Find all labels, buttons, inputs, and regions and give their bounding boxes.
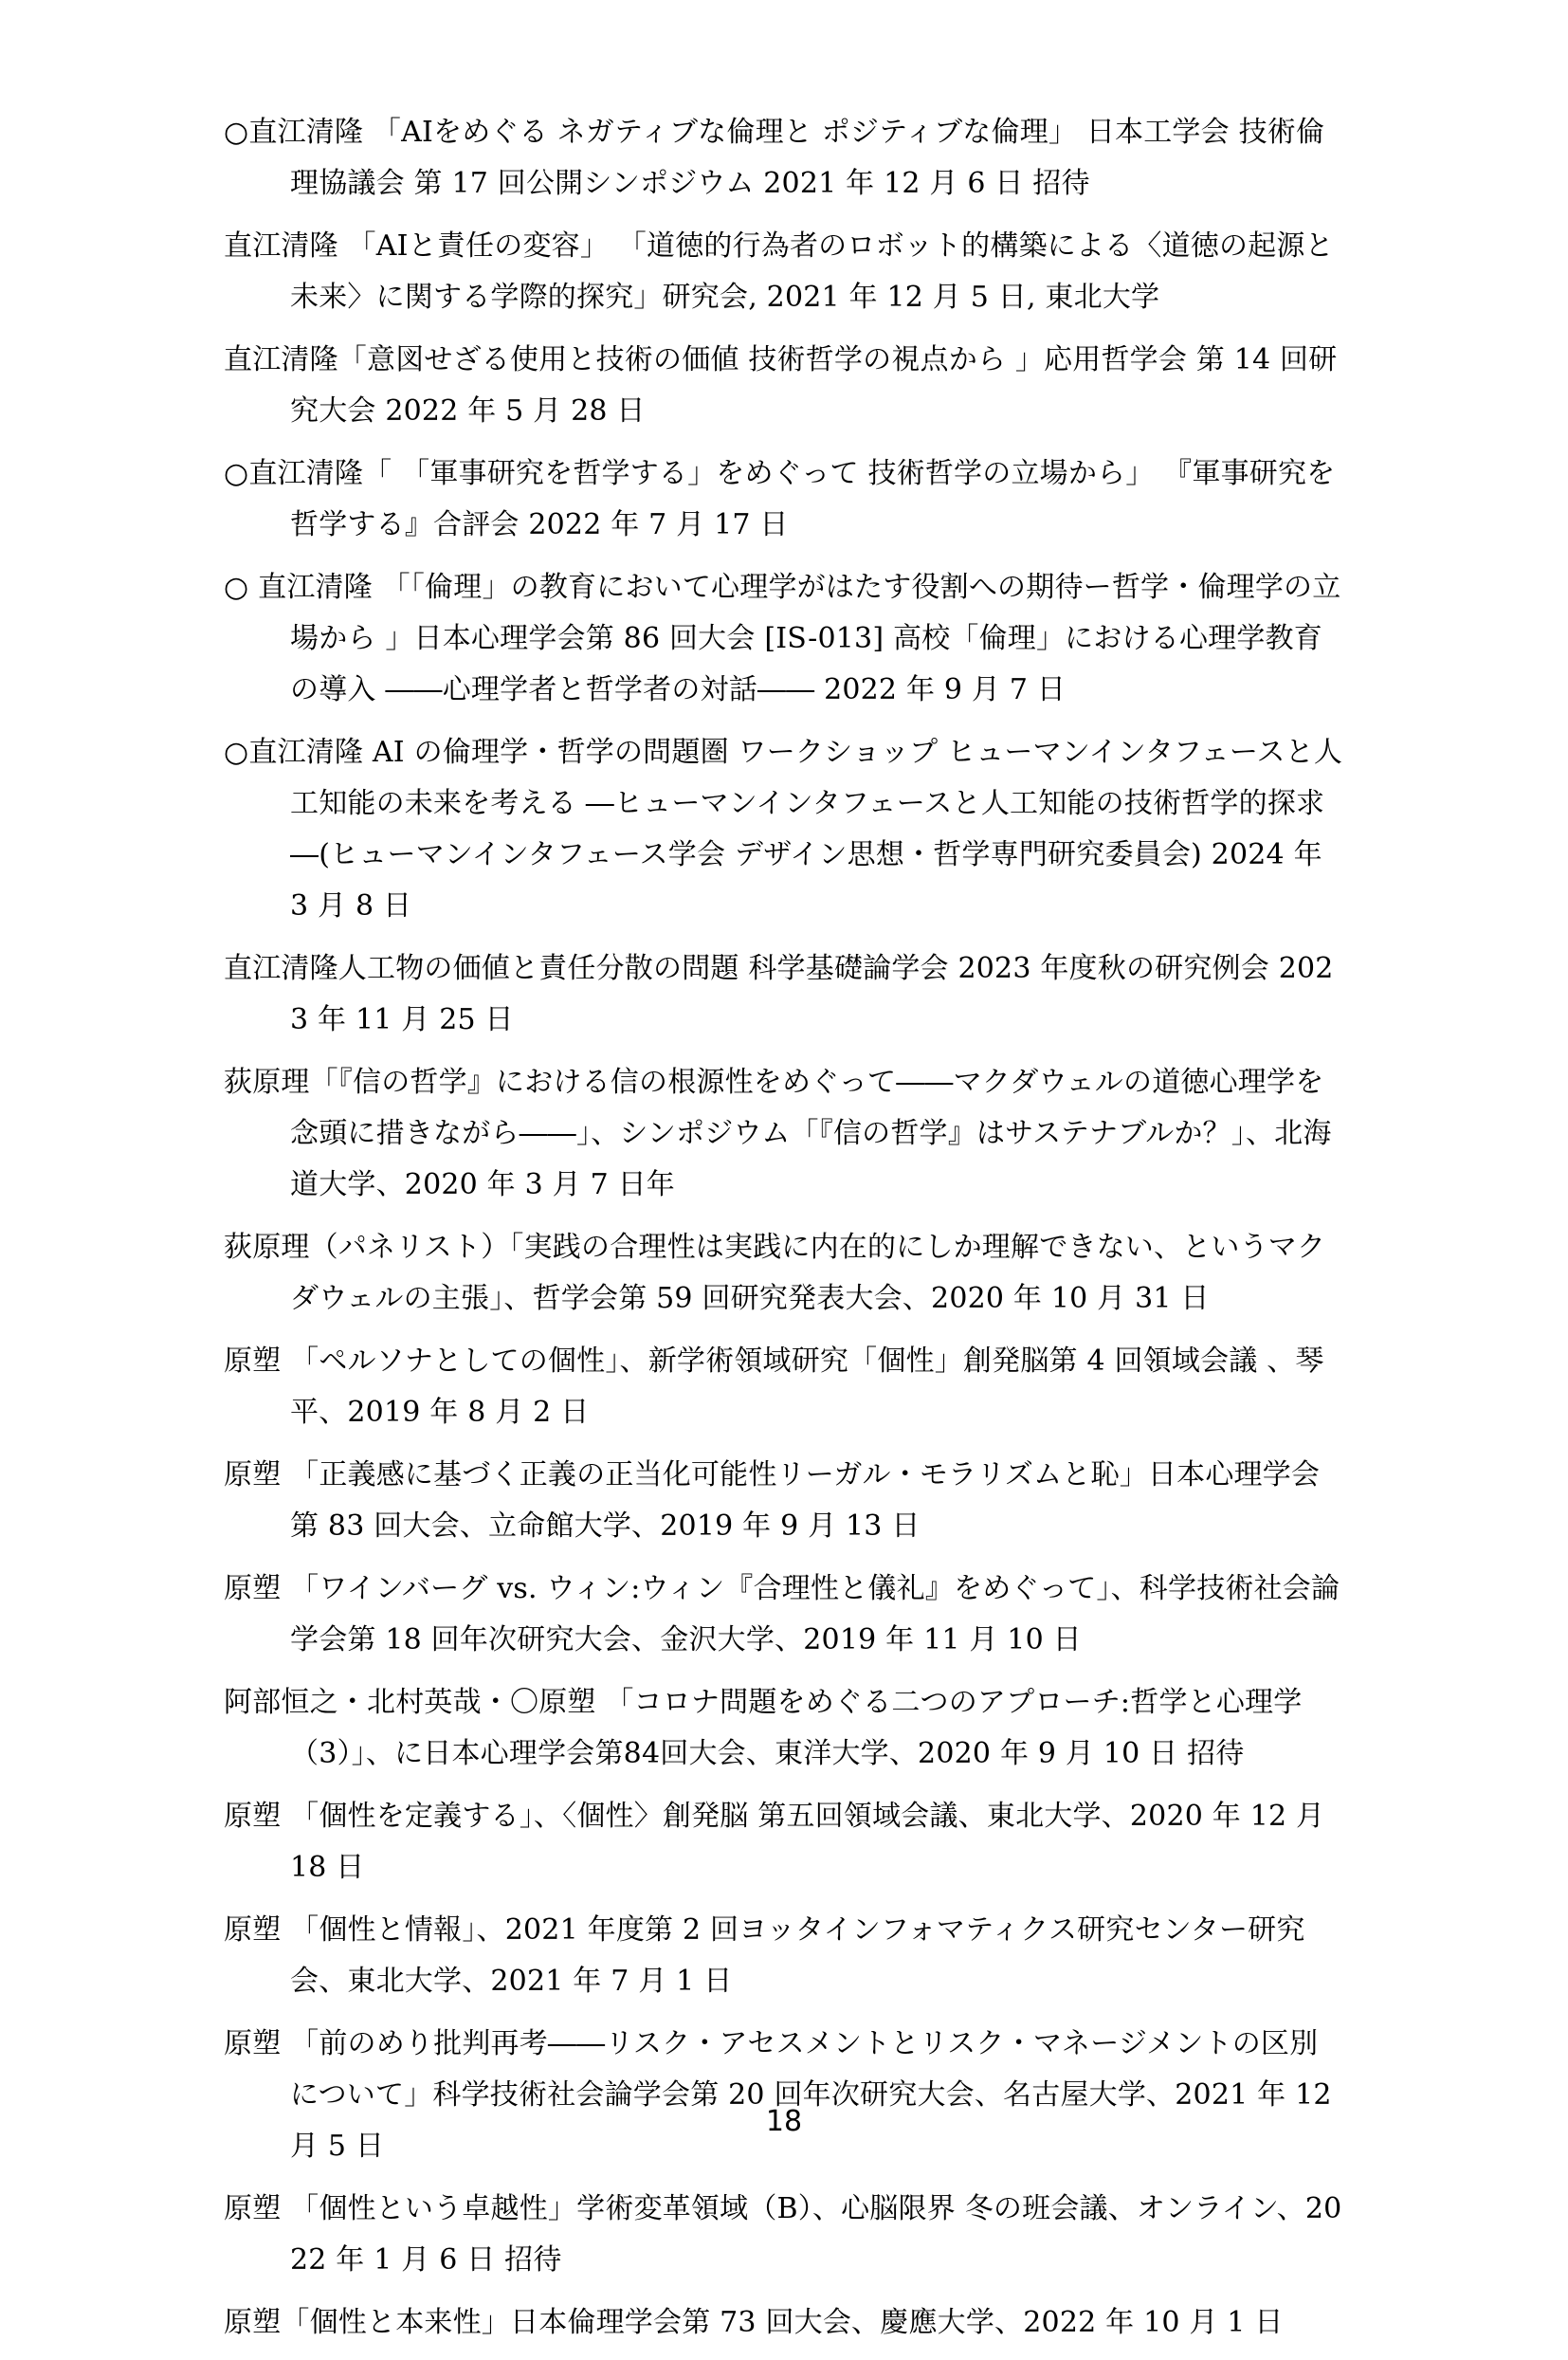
list-item: 原塑 「正義感に基づく正義の正当化可能性リーガル・モラリズムと恥」日本心理学会第 83 回大会、立命館大学、2019 年 9 月 13 日	[224, 1458, 1321, 1543]
list-item: ○ 直江清隆 「「倫理」の教育において心理学がはたす役割への期待ー哲学・倫理学の立場から 」日本心理学会第 86 回大会 [IS-013] 高校「倫理」における心理学教育の導入 ――心理学者と哲学者の対話―― 2022 年 9 月 7 日	[224, 571, 1341, 706]
list-item: 阿部恒之・北村英哉・〇原塑 「コロナ問題をめぐる二つのアプローチ:哲学と心理学（3）」、に日本心理学会第84回大会、東洋大学、2020 年 9 月 10 日 招待	[224, 1686, 1303, 1770]
list-item: 原塑「個性と本来性」日本倫理学会第 73 回大会、慶應大学、2022 年 10 月 1 日	[224, 2306, 1284, 2339]
list-item: ○直江清隆 「AIをめぐる ネガティブな倫理と ポジティブな倫理」 日本工学会 技術倫理協議会 第 17 回公開シンポジウム 2021 年 12 月 6 日 招待	[224, 116, 1325, 200]
list-item: 原塑 「ワインバーグ vs. ウィン:ウィン『合理性と儀礼』をめぐって」、科学技術社会論学会第 18 回年次研究大会、金沢大学、2019 年 11 月 10 日	[224, 1572, 1340, 1656]
list-item: 荻原理「『信の哲学』における信の根源性をめぐって――マクダウェルの道徳心理学を念頭に措きながら――」、シンポジウム「『信の哲学』はサステナブルか？」、北海道大学、2020 年 3 月 7 日年	[224, 1066, 1332, 1201]
page-number: 18	[765, 2105, 803, 2138]
list-item: 原塑 「前のめり批判再考――リスク・アセスメントとリスク・マネージメントの区別について」科学技術社会論学会第 20 回年次研究大会、名古屋大学、2021 年 12 月 5 日	[224, 2027, 1332, 2163]
list-item: 直江清隆人工物の価値と責任分散の問題 科学基礎論学会 2023 年度秋の研究例会 2023 年 11 月 25 日	[224, 952, 1334, 1036]
list-item: 原塑 「ペルソナとしての個性」、新学術領域研究「個性」創発脳第 4 回領域会議 、琴平、2019 年 8 月 2 日	[224, 1345, 1324, 1429]
list-item: 荻原理（パネリスト）「実践の合理性は実践に内在的にしか理解できない、というマクダウェルの主張」、哲学会第 59 回研究発表大会、2020 年 10 月 31 日	[224, 1231, 1326, 1315]
list-item: 原塑 「個性を定義する」、〈個性〉創発脳 第五回領域会議、東北大学、2020 年 12 月 18 日	[224, 1800, 1325, 1884]
presentation-list	[224, 107, 1344, 2360]
list-item: ○直江清隆「 「軍事研究を哲学する」をめぐって 技術哲学の立場から」 『軍事研究を哲学する』合評会 2022 年 7 月 17 日	[224, 457, 1336, 541]
list-item: 原塑 「個性という卓越性」学術変革領域（B）、心脳限界 冬の班会議、オンライン、2022 年 1 月 6 日 招待	[224, 2192, 1342, 2277]
list-item: ○直江清隆 AI の倫理学・哲学の問題圏 ワークショップ ヒューマンインタフェースと人工知能の未来を考える ―ヒューマンインタフェースと人工知能の技術哲学的探求―(ヒューマンインタフェース学会 デザイン思想・哲学専門研究委員会) 2024 年 3 月 8 日	[224, 736, 1343, 923]
list-item: 原塑 「個性と情報」、2021 年度第 2 回ヨッタインフォマティクス研究センター研究会、東北大学、2021 年 7 月 1 日	[224, 1913, 1305, 1998]
list-item: 直江清隆 「AIと責任の変容」 「道徳的行為者のロボット的構築による〈道徳の起源と未来〉に関する学際的探究」研究会, 2021 年 12 月 5 日, 東北大学	[224, 229, 1334, 314]
list-item: 直江清隆「意図せざる使用と技術の価値 技術哲学の視点から 」応用哲学会 第 14 回研究大会 2022 年 5 月 28 日	[224, 343, 1338, 428]
